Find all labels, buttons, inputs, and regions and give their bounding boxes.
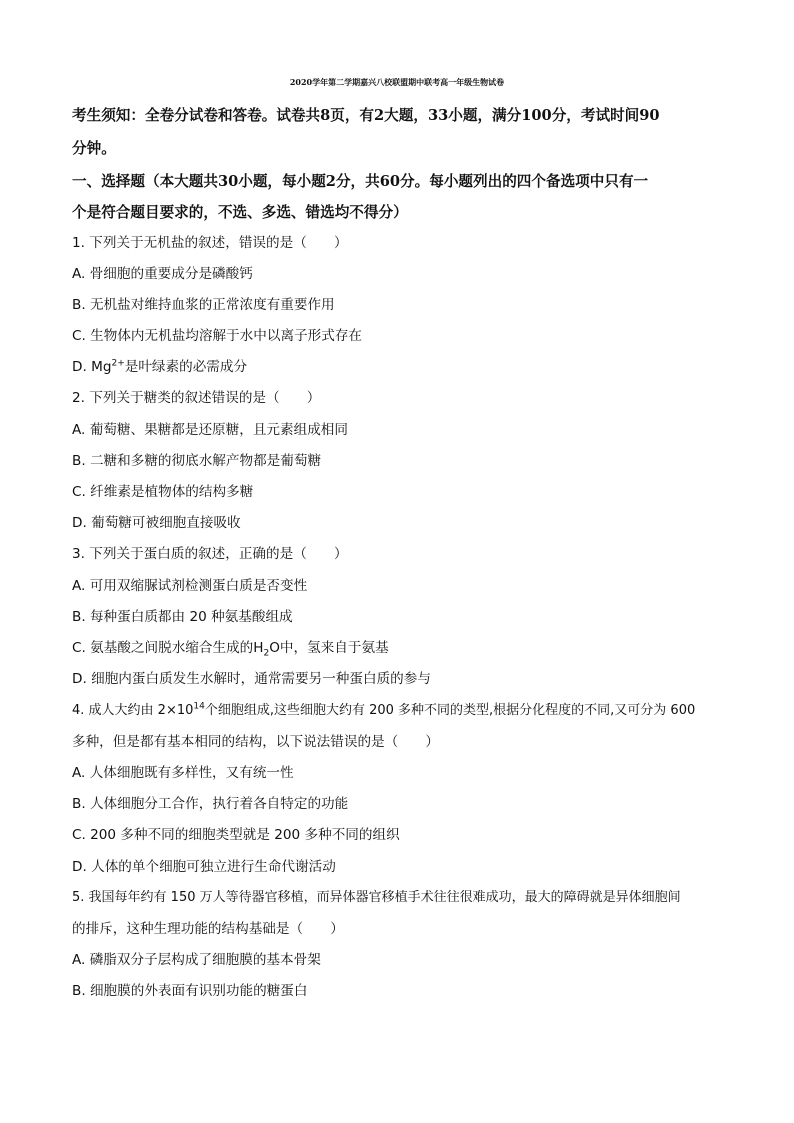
- question-2-option-b: B. 二糖和多糖的彻底水解产物都是葡萄糖: [72, 453, 322, 469]
- subscript-2: 2: [263, 648, 270, 659]
- superscript-exponent: 14: [193, 701, 205, 712]
- question-1-option-d: [72, 357, 247, 377]
- question-3-option-b: B. 每种蛋白质都由 20 种氨基酸组成: [72, 609, 293, 625]
- question-4-stem-line-2: 多种，但是都有基本相同的结构，以下说法错误的是（ ）: [72, 734, 440, 750]
- notice-line-1: 考生须知：全卷分试卷和答卷。试卷共8页，有2大题，33小题，满分100分，考试时间90: [72, 107, 660, 124]
- stem-prefix: 4. 成人大约由 2×10: [72, 703, 194, 718]
- option-d-prefix: D. Mg: [72, 359, 112, 375]
- superscript-charge: 2+: [111, 358, 125, 369]
- question-1-option-b: B. 无机盐对维持血浆的正常浓度有重要作用: [72, 297, 335, 313]
- question-3-option-d: D. 细胞内蛋白质发生水解时，通常需要另一种蛋白质的参与: [72, 671, 431, 687]
- option-d-suffix: 是叶绿素的必需成分: [124, 359, 248, 375]
- question-1-stem: 1. 下列关于无机盐的叙述，错误的是（ ）: [72, 235, 348, 251]
- question-3-stem: 3. 下列关于蛋白质的叙述，正确的是（ ）: [72, 546, 348, 562]
- question-2-option-c: C. 纤维素是植物体的结构多糖: [72, 484, 254, 500]
- question-5-option-b: B. 细胞膜的外表面有识别功能的糖蛋白: [72, 983, 308, 999]
- section-heading-line-2: 个是符合题目要求的，不选、多选、错选均不得分）: [72, 204, 408, 221]
- exam-title: 2020学年第二学期嘉兴八校联盟期中联考高一年级生物试卷: [289, 77, 505, 87]
- question-1-option-a: A. 骨细胞的重要成分是磷酸钙: [72, 266, 253, 282]
- question-2-option-d: D. 葡萄糖可被细胞直接吸收: [72, 515, 241, 531]
- question-4-stem-line-1: [72, 701, 695, 721]
- question-4-option-a: A. 人体细胞既有多样性，又有统一性: [72, 765, 294, 781]
- question-5-stem-line-1: 5. 我国每年约有 150 万人等待器官移植，而异体器官移植手术往往很难成功，最大的障碍就是异体细胞间: [72, 890, 681, 905]
- question-5-option-a: A. 磷脂双分子层构成了细胞膜的基本骨架: [72, 952, 321, 968]
- question-1-option-c: C. 生物体内无机盐均溶解于水中以离子形式存在: [72, 328, 363, 344]
- question-4-option-b: B. 人体细胞分工合作，执行着各自特定的功能: [72, 796, 349, 812]
- question-4-option-d: D. 人体的单个细胞可独立进行生命代谢活动: [72, 859, 336, 875]
- question-2-option-a: A. 葡萄糖、果糖都是还原糖，且元素组成相同: [72, 422, 348, 438]
- section-heading-line-1: 一、选择题（本大题共30小题，每小题2分，共60分。每小题列出的四个备选项中只有一: [72, 173, 649, 190]
- question-3-option-c: [72, 638, 389, 658]
- option-c-prefix: C. 氨基酸之间脱水缩合生成的H: [72, 640, 264, 656]
- question-5-stem-line-2: 的排斥，这种生理功能的结构基础是（ ）: [72, 921, 344, 937]
- option-c-suffix: O中，氢来自于氨基: [269, 640, 389, 656]
- question-3-option-a: A. 可用双缩脲试剂检测蛋白质是否变性: [72, 578, 308, 594]
- stem-suffix: 个细胞组成,这些细胞大约有 200 多种不同的类型,根据分化程度的不同,又可分为 600: [204, 703, 696, 718]
- question-2-stem: 2. 下列关于糖类的叙述错误的是（ ）: [72, 390, 321, 406]
- notice-line-2: 分钟。: [72, 140, 116, 157]
- question-4-option-c: C. 200 多种不同的细胞类型就是 200 多种不同的组织: [72, 827, 400, 843]
